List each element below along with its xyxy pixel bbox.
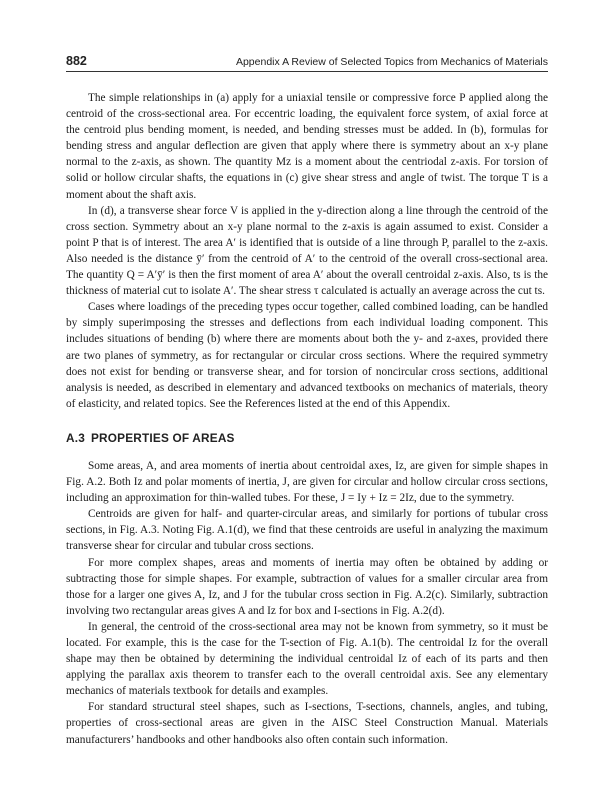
paragraph: The simple relationships in (a) apply for a uniaxial tensile or compressive force P applied along the centroid of the cross-sectional area. For eccentric loading, the equivalent force system, of axial force at the centroid plus bending moment, is needed, and bending stresses must be added. In (b), formulas for bending stress and angular deflection are given that apply where there is symmetry about an x-y plane normal to the z-axis, as shown. The quantity Mz is a moment about the centriodal z-axis. For torsion of solid or hollow circular shafts, the equations in (c) give shear stress and angle of twist. The torque T is a moment about the shaft axis. xyxy=(66,92,548,201)
paragraph: For more complex shapes, areas and moments of inertia may often be obtained by adding or subtracting those for simple shapes. For example, subtraction of values for a smaller circular area from those for a larger one gives A, Iz, and J for the tubular cross section in Fig. A.2(c). Similarly, subtraction involving two rectangular areas gives A and Iz for box and I-sections in Fig. A.2(d). xyxy=(66,556,548,617)
section-heading xyxy=(66,430,548,446)
paragraph: Some areas, A, and area moments of inertia about centroidal axes, Iz, are given for simple shapes in Fig. A.2. Both Iz and polar moments of inertia, J, are given for circular and hollow circular cross sections, including an approximation for thin-walled tubes. For these, J = Iy + Iz = 2Iz, due to the symmetry. xyxy=(66,459,548,505)
page-number: 882 xyxy=(66,54,87,68)
paragraph: In general, the centroid of the cross-sectional area may not be known from symmetry, so it must be located. For example, this is the case for the T-section of Fig. A.1(b). The centroidal Iz for the overall shape may then be obtained by determining the individual centroidal Iz of each of its parts and then applying the parallax axis theorem to transfer each to the overall centroidal axis. See any elementary mechanics of materials textbook for details and examples. xyxy=(66,620,548,698)
section-number: A.3 xyxy=(66,430,85,445)
section-title: PROPERTIES OF AREAS xyxy=(90,430,235,445)
running-head: Appendix A Review of Selected Topics from Mechanics of Materials xyxy=(235,56,548,68)
body-text xyxy=(66,90,548,748)
paragraph: In (d), a transverse shear force V is applied in the y-direction along a line through the centroid of the cross section. Symmetry about an x-y plane normal to the z-axis is again assumed to exist. Consider a point P that is of interest. The area A′ is identified that is outside of a line through P, parallel to the z-axis. Also needed is the distance ȳ′ from the centroid of A′ to the centroid of the overall cross-sectional area. The quantity Q = A′ȳ′ is then the first moment of area A′ about the overall centroidal z-axis. Also, ts is the thickness of material cut to isolate A′. The shear stress τ calculated is actually an average across the cut ts. xyxy=(66,204,548,298)
page-header xyxy=(66,53,548,72)
paragraph: Centroids are given for half- and quarter-circular areas, and similarly for portions of tubular cross sections, in Fig. A.3. Noting Fig. A.1(d), we find that these centroids are useful in analyzing the maximum transverse shear for circular and tubular cross sections. xyxy=(66,508,548,553)
paragraph: Cases where loadings of the preceding types occur together, called combined loading, can be handled by simply superimposing the stresses and deflections from each individual loading component. This includes situations of bending (b) where there are moments about both the y- and z-axes, provided there are two planes of symmetry, as for rectangular or circular cross sections. Where the required symmetry does not exist for bending or transverse shear, and for torsion of noncircular cross sections, additional analysis is needed, as described in elementary and advanced textbooks on mechanics of materials, theory of elasticity, and related topics. See the References listed at the end of this Appendix. xyxy=(66,301,548,410)
paragraph: For standard structural steel shapes, such as I-sections, T-sections, channels, angles, and tubing, properties of cross-sectional areas are given in the AISC Steel Construction Manual. Materials manufacturers’ handbooks and other handbooks also often contain such information. xyxy=(66,701,548,746)
